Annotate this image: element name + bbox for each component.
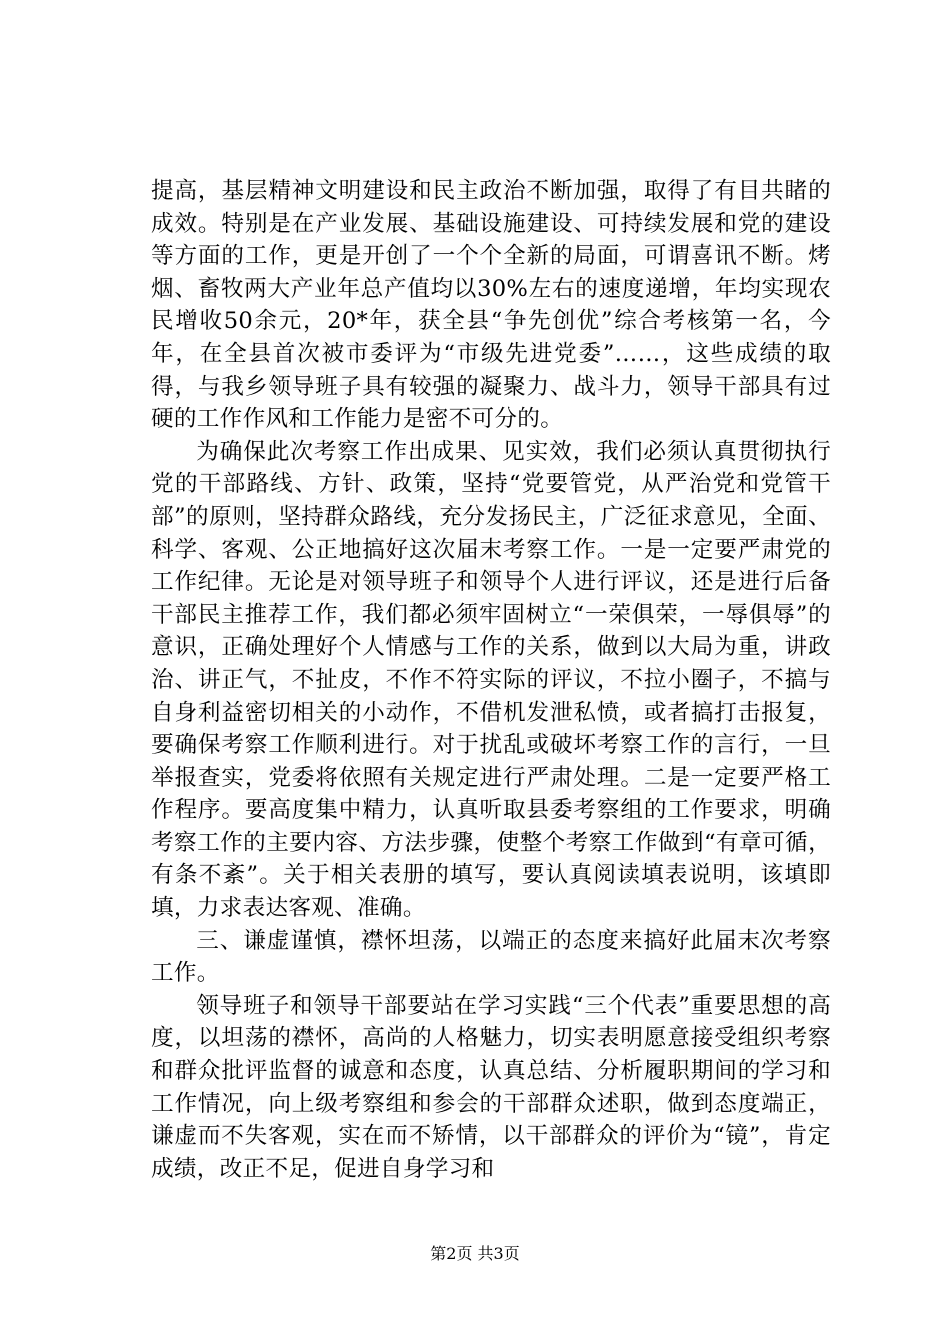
paragraph-1: 提高，基层精神文明建设和民主政治不断加强，取得了有目共睹的成效。特别是在产业发展、基础设施建设、可持续发展和党的建设等方面的工作，更是开创了一个个全新的局面，可谓喜讯不断。烤烟、畜牧两大产业年总产值均以30%左右的速度递增，年均实现农民增收50余元，20*年，获全县“争先创优”综合考核第一名，今年，在全县首次被市委评为“市级先进党委”……，这些成绩的取得，与我乡领导班子具有较强的凝聚力、战斗力，领导干部具有过硬的工作作风和工作能力是密不可分的。: [151, 178, 831, 433]
page-number-footer: 第2页 共3页: [430, 1244, 520, 1263]
paragraph-3-heading: 三、谦虚谨慎，襟怀坦荡，以端正的态度来搞好此届末次考察工作。: [151, 927, 831, 987]
paragraph-2: 为确保此次考察工作出成果、见实效，我们必须认真贯彻执行党的干部路线、方针、政策，坚持“党要管党，从严治党和党管干部”的原则，坚持群众路线，充分发扬民主，广泛征求意见，全面、科学、客观、公正地搞好这次届末考察工作。一是一定要严肃党的工作纪律。无论是对领导班子和领导个人进行评议，还是进行后备干部民主推荐工作，我们都必须牢固树立“一荣俱荣，一辱俱辱”的意识，正确处理好个人情感与工作的关系，做到以大局为重，讲政治、讲正气，不扯皮，不作不符实际的评议，不拉小圈子，不搞与自身利益密切相关的小动作，不借机发泄私愤，或者搞打击报复，要确保考察工作顺利进行。对于扰乱或破坏考察工作的言行，一旦举报查实，党委将依照有关规定进行严肃处理。二是一定要严格工作程序。要高度集中精力，认真听取县委考察组的工作要求，明确考察工作的主要内容、方法步骤，使整个考察工作做到“有章可循，有条不紊”。关于相关表册的填写，要认真阅读填表说明，该填即填，力求表达客观、准确。: [151, 438, 831, 922]
body-text: [151, 175, 831, 1185]
paragraph-4: 领导班子和领导干部要站在学习实践“三个代表”重要思想的高度，以坦荡的襟怀，高尚的人格魅力，切实表明愿意接受组织考察和群众批评监督的诚意和态度，认真总结、分析履职期间的学习和工作情况，向上级考察组和参会的干部群众述职，做到态度端正，谦虚而不失客观，实在而不矫情，以干部群众的评价为“镜”，肯定成绩，改正不足，促进自身学习和: [151, 992, 831, 1182]
